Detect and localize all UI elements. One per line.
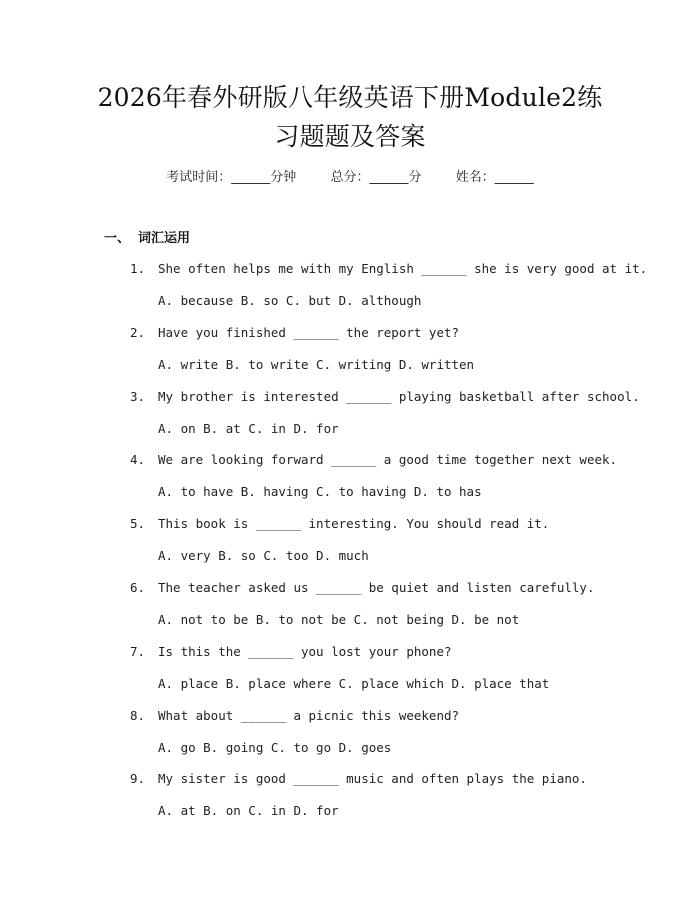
question-options: A. go B. going C. to go D. goes: [158, 739, 392, 755]
question-text: She often helps me with my English ______ she is very good at it.: [158, 261, 648, 276]
question-text: We are looking forward ______ a good time together next week.: [158, 452, 618, 468]
question-number: 7.: [130, 643, 146, 659]
question-number: 4.: [130, 452, 146, 468]
question-text: What about ______ a picnic this weekend?: [158, 707, 460, 723]
title-line-2: 习题题及答案: [274, 122, 426, 151]
section-heading: [104, 229, 190, 249]
question-options: A. because B. so C. but D. although: [158, 293, 422, 308]
question-number: 2.: [130, 324, 146, 340]
question-number: 8.: [130, 707, 146, 723]
question-options: A. place B. place where C. place which D. place that: [158, 675, 550, 691]
question-text: My brother is interested ______ playing basketball after school.: [158, 388, 640, 404]
question-options: A. on B. at C. in D. for: [158, 420, 339, 436]
question-options: A. very B. so C. too D. much: [158, 548, 369, 564]
section-number: 一、: [104, 231, 131, 246]
question-number: 5.: [130, 516, 146, 532]
document-title: [40, 78, 660, 156]
question-text: Have you finished ______ the report yet?: [158, 324, 460, 340]
exam-time-label: 考试时间：______分钟: [166, 170, 297, 185]
question-options: A. not to be B. to not be C. not being D. be not: [158, 612, 520, 627]
question-text: This book is ______ interesting. You should read it.: [158, 516, 550, 532]
question-text: The teacher asked us ______ be quiet and listen carefully.: [158, 580, 595, 595]
question-text: My sister is good ______ music and often plays the piano.: [158, 771, 587, 787]
question-options: A. at B. on C. in D. for: [158, 803, 339, 819]
question-number: 6.: [130, 580, 146, 595]
total-score-label: 总分：______分: [330, 170, 422, 185]
question-number: 9.: [130, 771, 146, 787]
question-options: A. to have B. having C. to having D. to has: [158, 484, 482, 500]
question-number: 3.: [130, 388, 146, 404]
title-line-1: 2026年春外研版八年级英语下册Module2练: [97, 83, 603, 112]
section-title: 词汇运用: [138, 231, 191, 246]
question-number: 1.: [130, 261, 146, 276]
question-text: Is this the ______ you lost your phone?: [158, 643, 452, 659]
exam-info-line: [0, 168, 700, 188]
question-options: A. write B. to write C. writing D. written: [158, 356, 475, 372]
name-label: 姓名：______: [455, 170, 534, 185]
